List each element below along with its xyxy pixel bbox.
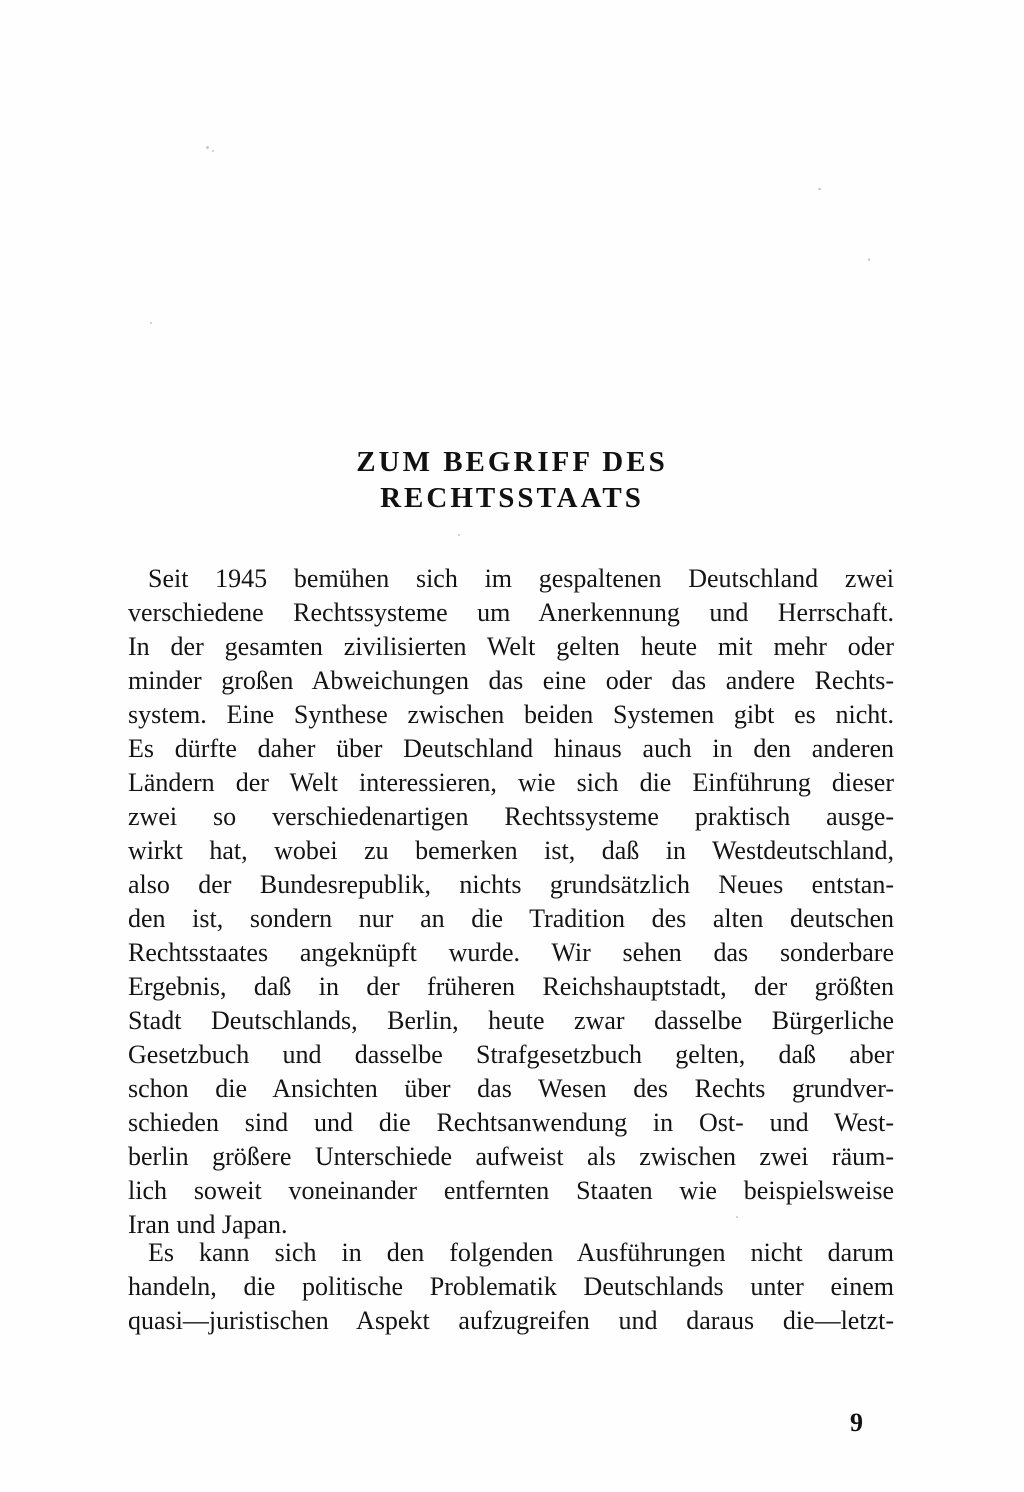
scan-speck — [818, 188, 821, 190]
text-line: quasi—juristischen Aspekt aufzugreifen und daraus die—letzt- — [128, 1306, 894, 1335]
text-line: zwei so verschiedenartigen Rechtssysteme praktisch ausge- — [128, 802, 894, 831]
text-line: minder großen Abweichungen das eine oder das andere Rechts- — [128, 666, 894, 695]
text-line: Rechtsstaates angeknüpft wurde. Wir sehen das sonderbare — [128, 938, 894, 967]
text-line: wirkt hat, wobei zu bemerken ist, daß in Westdeutschland, — [128, 836, 894, 865]
chapter-heading-line-1: ZUM BEGRIFF DES — [356, 446, 668, 478]
scan-speck — [868, 258, 870, 261]
text-line: Seit 1945 bemühen sich im gespaltenen Deutschland zwei — [148, 564, 894, 593]
text-line: Ergebnis, daß in der früheren Reichshauptstadt, der größten — [128, 972, 894, 1001]
text-line: Gesetzbuch und dasselbe Strafgesetzbuch gelten, daß aber — [128, 1040, 894, 1069]
scan-speck — [458, 534, 460, 536]
text-line: verschiedene Rechtssysteme um Anerkennung und Herrschaft. — [128, 598, 894, 627]
paragraph-2 — [128, 1236, 894, 1338]
text-line: Es kann sich in den folgenden Ausführungen nicht darum — [148, 1238, 894, 1267]
text-line: In der gesamten zivilisierten Welt gelten heute mit mehr oder — [128, 632, 894, 661]
text-line: Iran und Japan. — [128, 1210, 288, 1239]
text-line: schieden sind und die Rechtsanwendung in Ost- und West- — [128, 1108, 894, 1137]
text-line: also der Bundesrepublik, nichts grundsätzlich Neues entstan- — [128, 870, 894, 899]
text-line: Ländern der Welt interessieren, wie sich die Einführung dieser — [128, 768, 894, 797]
text-line: berlin größere Unterschiede aufweist als zwischen zwei räum- — [128, 1142, 894, 1171]
text-line: Stadt Deutschlands, Berlin, heute zwar dasselbe Bürgerliche — [128, 1006, 894, 1035]
scan-speck — [206, 146, 209, 149]
scan-speck — [150, 322, 152, 324]
text-line: handeln, die politische Problematik Deutschlands unter einem — [128, 1272, 894, 1301]
page-number: 9 — [850, 1408, 863, 1437]
chapter-heading-line-2: RECHTSSTAATS — [380, 482, 644, 514]
text-line: Es dürfte daher über Deutschland hinaus auch in den anderen — [128, 734, 894, 763]
text-line: system. Eine Synthese zwischen beiden Systemen gibt es nicht. — [128, 700, 894, 729]
text-line: lich soweit voneinander entfernten Staaten wie beispielsweise — [128, 1176, 894, 1205]
scan-speck — [212, 150, 214, 152]
text-line: schon die Ansichten über das Wesen des Rechts grundver- — [128, 1074, 894, 1103]
text-line: den ist, sondern nur an die Tradition des alten deutschen — [128, 904, 894, 933]
paragraph-1 — [128, 562, 894, 1242]
